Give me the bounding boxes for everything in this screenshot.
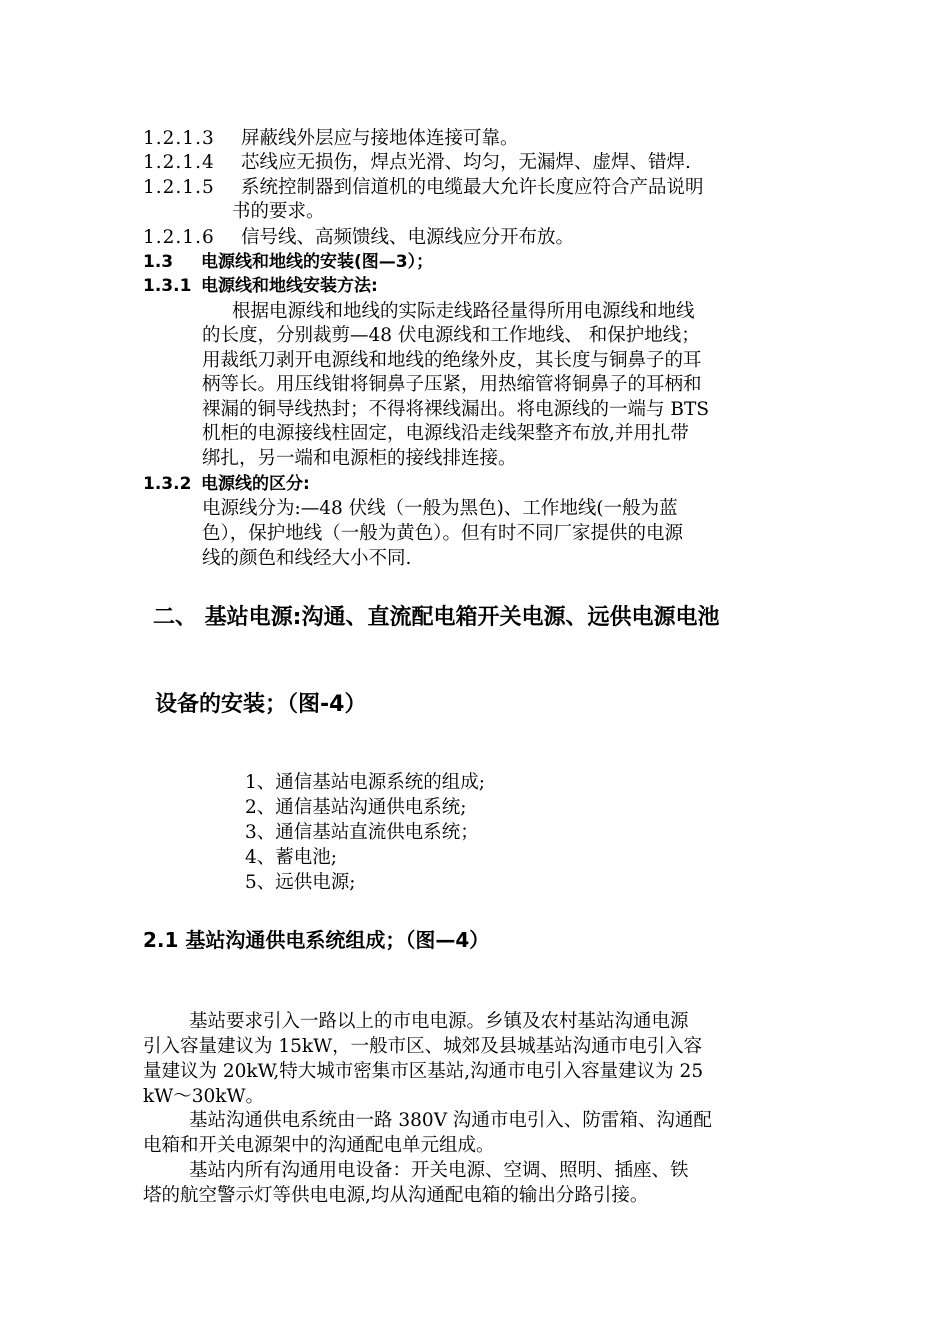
item-number: 1.2.1.6 — [143, 227, 215, 248]
section-2-1-heading: 2.1 基站沟通供电系统组成；（图—4） — [143, 928, 490, 952]
section-1-3-2-line: 色），保护地线（一般为黄色）。但有时不同厂家提供的电源 — [202, 523, 684, 544]
chapter-2-heading-line1: 二、 基站电源:沟通、直流配电箱开关电源、远供电源电池 — [153, 605, 720, 630]
item-text: 系统控制器到信道机的电缆最大允许长度应符合产品说明 — [241, 177, 704, 198]
paragraph-line: 基站内所有沟通用电设备：开关电源、空调、照明、插座、铁 — [189, 1160, 689, 1181]
section-1-3-2-line: 线的颜色和线经大小不同. — [202, 548, 412, 569]
section-1-3-1-line: 机柜的电源接线柱固定，电源线沿走线架整齐布放,并用扎带 — [202, 423, 689, 444]
item-1-2-1-4 — [143, 151, 691, 175]
section-1-3-1-line: 的长度，分别裁剪—48 伏电源线和工作地线、 和保护地线； — [202, 325, 700, 346]
item-text: 芯线应无损伤，焊点光滑、均匀，无漏焊、虚焊、错焊. — [241, 152, 691, 173]
section-1-3-2-line: 电源线分为:—48 伏线（一般为黑色)、工作地线(一般为蓝 — [202, 498, 678, 519]
paragraph-line: 量建议为 20kW,特大城市密集市区基站,沟通市电引入容量建议为 25 — [143, 1061, 704, 1082]
item-number: 1.2.1.3 — [143, 128, 215, 149]
section-1-3-1-line: 绑扎，另一端和电源柜的接线排连接。 — [202, 448, 517, 469]
list-item: 4、蓄电池; — [245, 847, 338, 868]
paragraph-line: 基站要求引入一路以上的市电电源。乡镇及农村基站沟通电源 — [189, 1011, 689, 1032]
item-number: 1.2.1.5 — [143, 177, 215, 198]
section-number: 1.3 — [143, 252, 174, 272]
section-1-3-1-line: 用裁纸刀剥开电源线和地线的绝缘外皮，其长度与铜鼻子的耳 — [202, 350, 702, 371]
section-1-3-1-heading — [143, 274, 378, 298]
list-item: 5、远供电源; — [245, 872, 356, 893]
item-1-2-1-3 — [143, 127, 519, 151]
section-title: 电源线和地线安装方法: — [201, 276, 378, 296]
item-number: 1.2.1.4 — [143, 152, 215, 173]
item-text: 信号线、高频馈线、电源线应分开布放。 — [241, 227, 575, 248]
section-1-3-1-line: 根据电源线和地线的实际走线路径量得所用电源线和地线 — [232, 301, 695, 322]
paragraph-line: kW～30kW。 — [143, 1086, 264, 1107]
paragraph-line: 塔的航空警示灯等供电电源,均从沟通配电箱的输出分路引接。 — [143, 1185, 649, 1206]
section-1-3-1-line: 裸漏的铜导线热封；不得将裸线漏出。将电源线的一端与 BTS — [202, 399, 709, 420]
paragraph-line: 引入容量建议为 15kW，一般市区、城郊及县城基站沟通市电引入容 — [143, 1036, 703, 1057]
section-1-3-2-heading — [143, 472, 310, 496]
section-number: 1.3.2 — [143, 474, 192, 494]
item-text: 屏蔽线外层应与接地体连接可靠。 — [241, 128, 519, 149]
item-1-2-1-5-continuation: 书的要求。 — [232, 201, 325, 222]
list-item: 2、通信基站沟通供电系统; — [245, 797, 467, 818]
section-title: 电源线和地线的安装(图—3）； — [201, 252, 434, 272]
list-item: 3、通信基站直流供电系统； — [245, 822, 479, 843]
list-item: 1、通信基站电源系统的组成; — [245, 772, 486, 793]
paragraph-line: 电箱和开关电源架中的沟通配电单元组成。 — [143, 1135, 495, 1156]
item-1-2-1-5 — [143, 176, 704, 200]
item-1-2-1-6 — [143, 226, 574, 250]
section-1-3-1-line: 柄等长。用压线钳将铜鼻子压紧，用热缩管将铜鼻子的耳柄和 — [202, 374, 702, 395]
section-1-3-heading — [143, 250, 433, 274]
section-title: 电源线的区分: — [201, 474, 310, 494]
section-number: 1.3.1 — [143, 276, 192, 296]
chapter-2-heading-line2: 设备的安装；（图-4） — [155, 692, 367, 717]
paragraph-line: 基站沟通供电系统由一路 380V 沟通市电引入、防雷箱、沟通配 — [189, 1110, 712, 1131]
